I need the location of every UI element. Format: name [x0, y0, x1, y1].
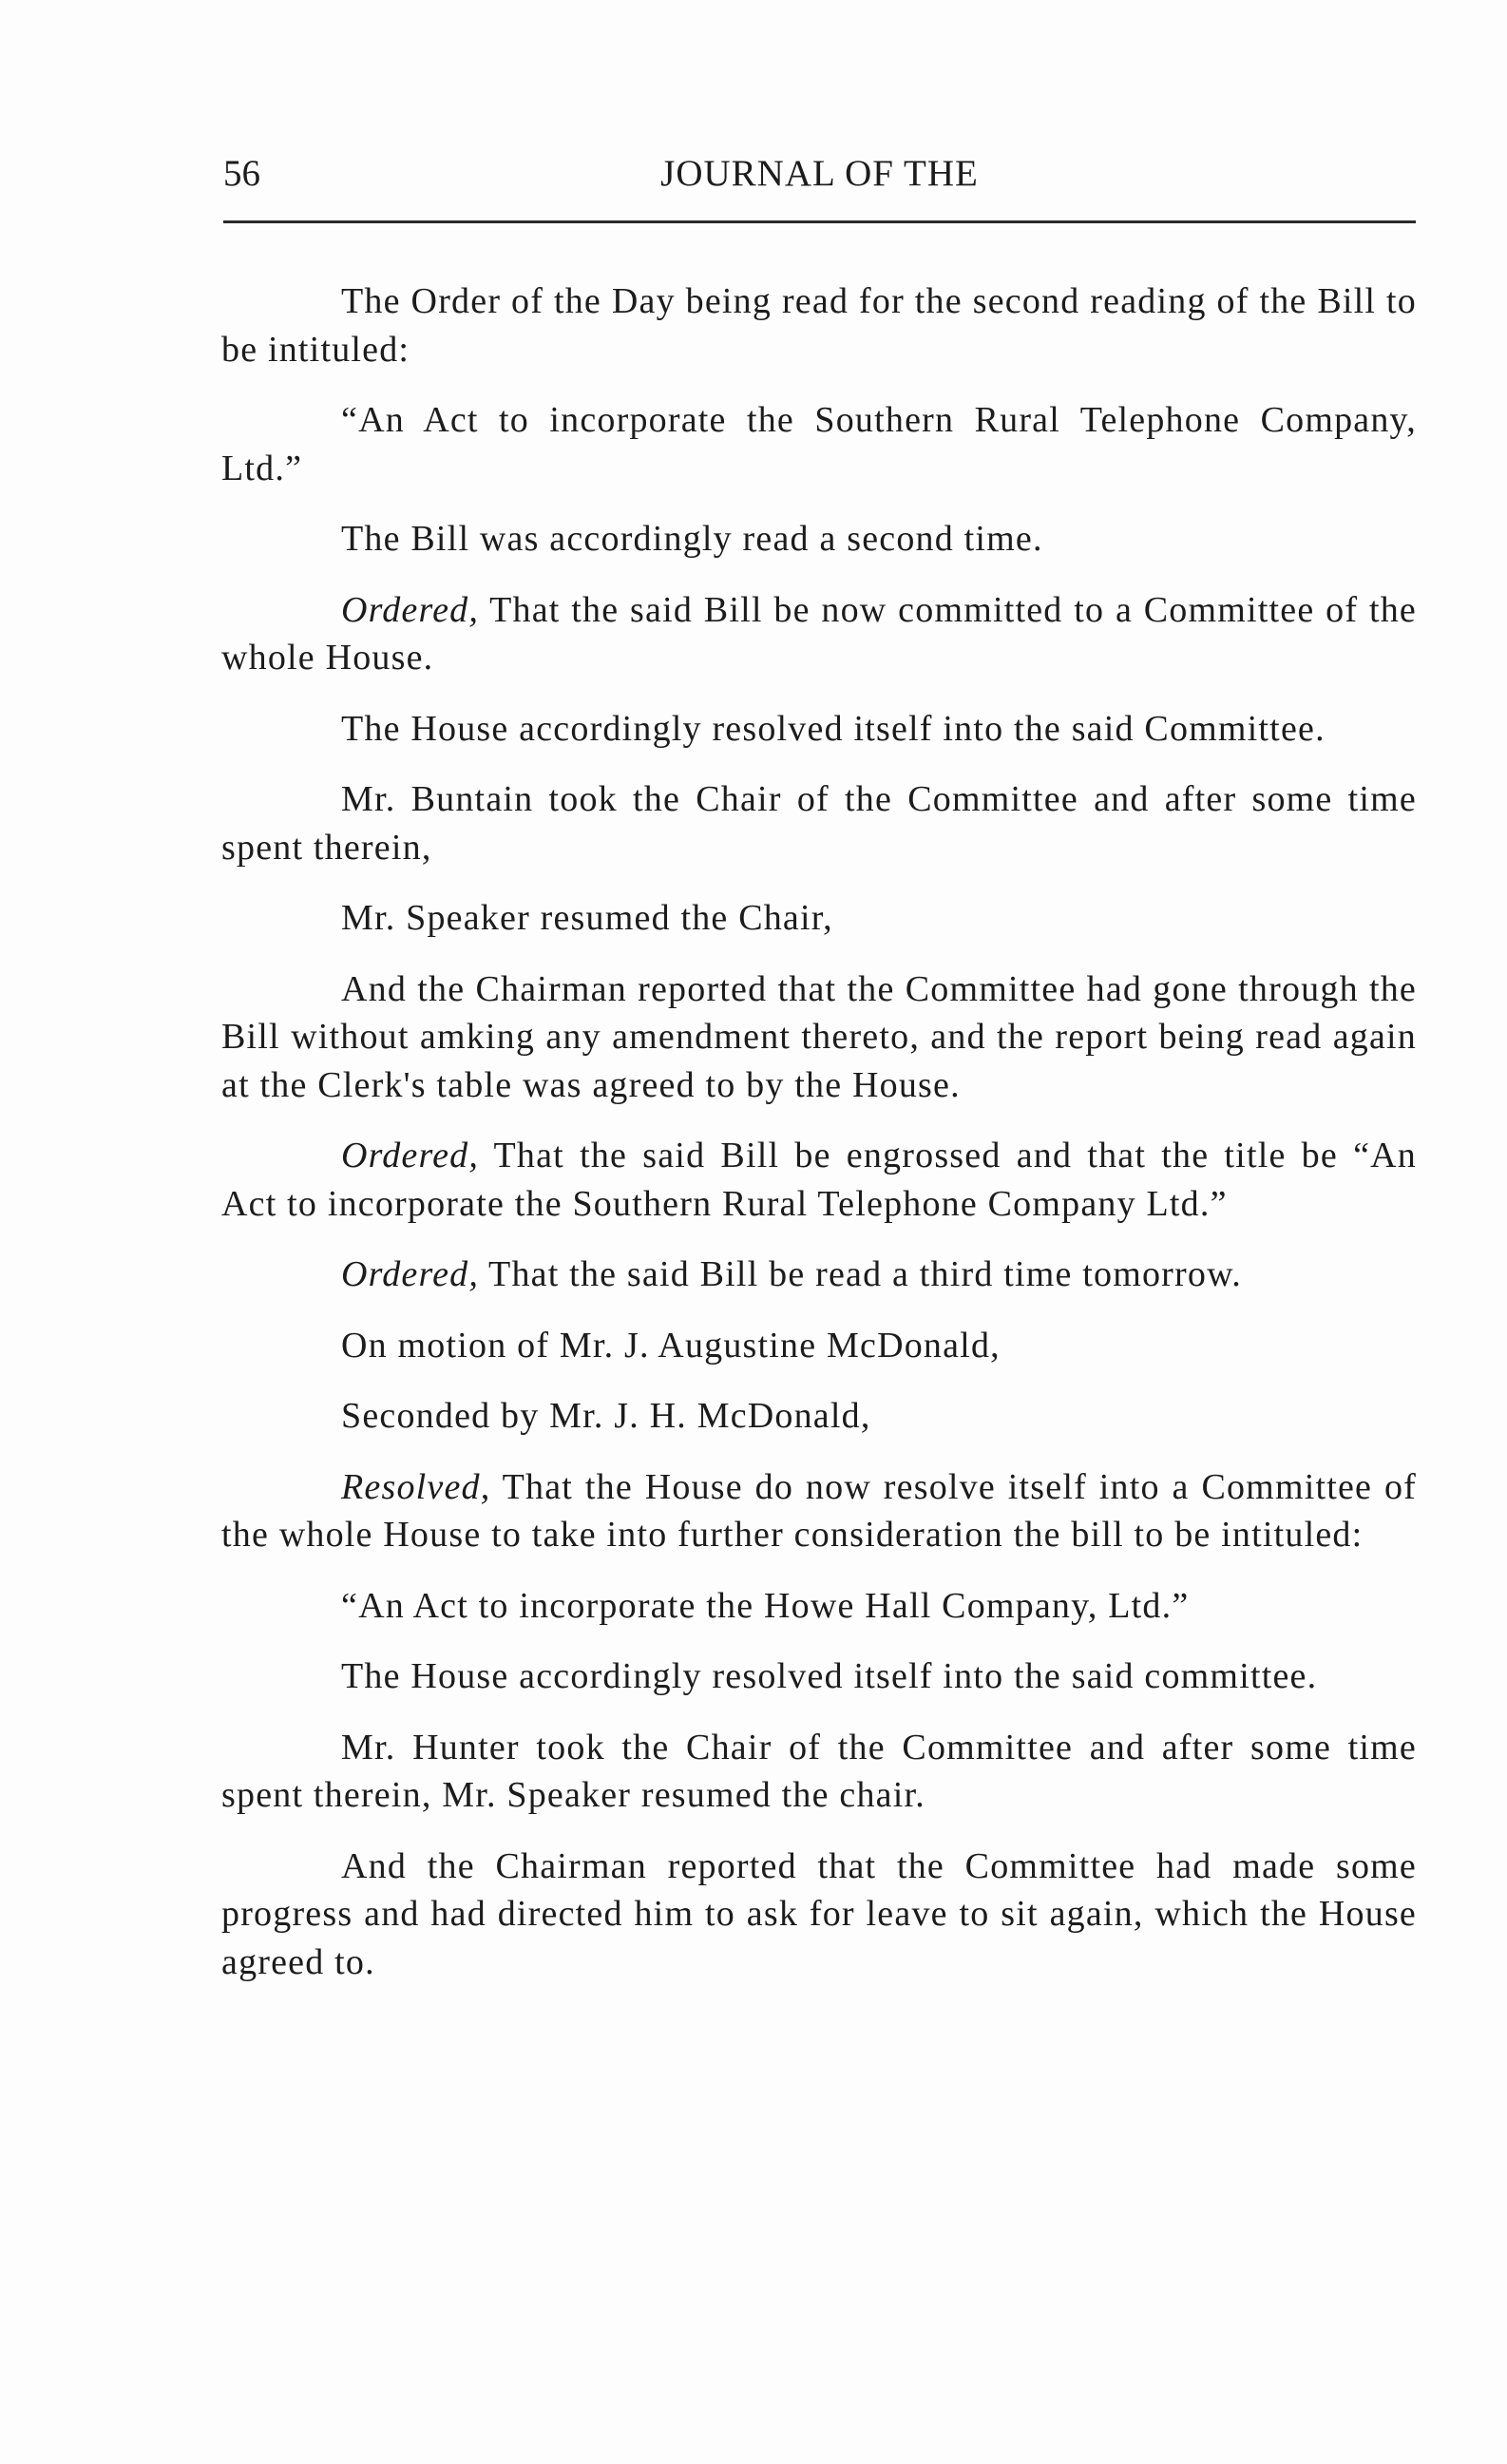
paragraph-hunter-chair: Mr. Hunter took the Chair of the Committee and after some time spent therein, Mr. Speaker resumed the chair. [221, 1727, 1417, 1815]
paragraph-seconded: Seconded by Mr. J. H. McDonald, [341, 1396, 871, 1436]
paragraph-speaker-resumed: Mr. Speaker resumed the Chair, [341, 898, 833, 938]
paragraph-chairman-report: And the Chairman reported that the Committee had gone through the Bill without amking any amendment thereto, and the report being read again at the Clerk's table was agreed to by the House. [221, 968, 1417, 1105]
ordered-lead: Ordered, [341, 1254, 480, 1294]
paragraph-on-motion: On motion of Mr. J. Augustine McDonald, [341, 1325, 1001, 1366]
header-rule [223, 220, 1416, 223]
paragraph-howe-hall-title: “An Act to incorporate the Howe Hall Company, Ltd.” [341, 1585, 1190, 1626]
paragraph-resolved-into-committee: The House accordingly resolved itself into the said Committee. [341, 708, 1326, 749]
paragraph-ordered-engrossed: Ordered, That the said Bill be engrossed and that the title be “An Act to incorporate the Southern Rural Telephone Company Ltd.” [221, 1136, 1417, 1224]
running-title: JOURNAL OF THE [660, 153, 979, 194]
resolved-lead: Resolved, [341, 1466, 491, 1507]
paragraph-second-reading: The Bill was accordingly read a second time. [341, 519, 1043, 559]
paragraph-ordered-third-time: Ordered, That the said Bill be read a third time tomorrow. [341, 1254, 1242, 1294]
ordered-lead: Ordered, [341, 589, 480, 630]
paragraph-resolved-into-committee-2: The House accordingly resolved itself into the said committee. [341, 1656, 1318, 1696]
paragraph-resolved: Resolved, That the House do now resolve itself into a Committee of the whole House to take into further consideration the bill to be intituled: [221, 1466, 1417, 1555]
paragraph-order-of-day: The Order of the Day being read for the second reading of the Bill to be intituled: [221, 281, 1417, 370]
paragraph-chairman-progress: And the Chairman reported that the Committee had made some progress and had directed him to ask for leave to sit again, which the House agreed to. [221, 1845, 1417, 1982]
paragraph-buntain-chair: Mr. Buntain took the Chair of the Committee and after some time spent therein, [221, 779, 1417, 868]
page-number: 56 [223, 153, 260, 194]
paragraph-ordered-committed: Ordered, That the said Bill be now committed to a Committee of the whole House. [221, 589, 1417, 678]
ordered-lead: Ordered, [341, 1136, 480, 1175]
paragraph-bill-title: “An Act to incorporate the Southern Rural Telephone Company, Ltd.” [221, 400, 1417, 488]
journal-body [221, 277, 1417, 2009]
page-header [223, 152, 1416, 209]
